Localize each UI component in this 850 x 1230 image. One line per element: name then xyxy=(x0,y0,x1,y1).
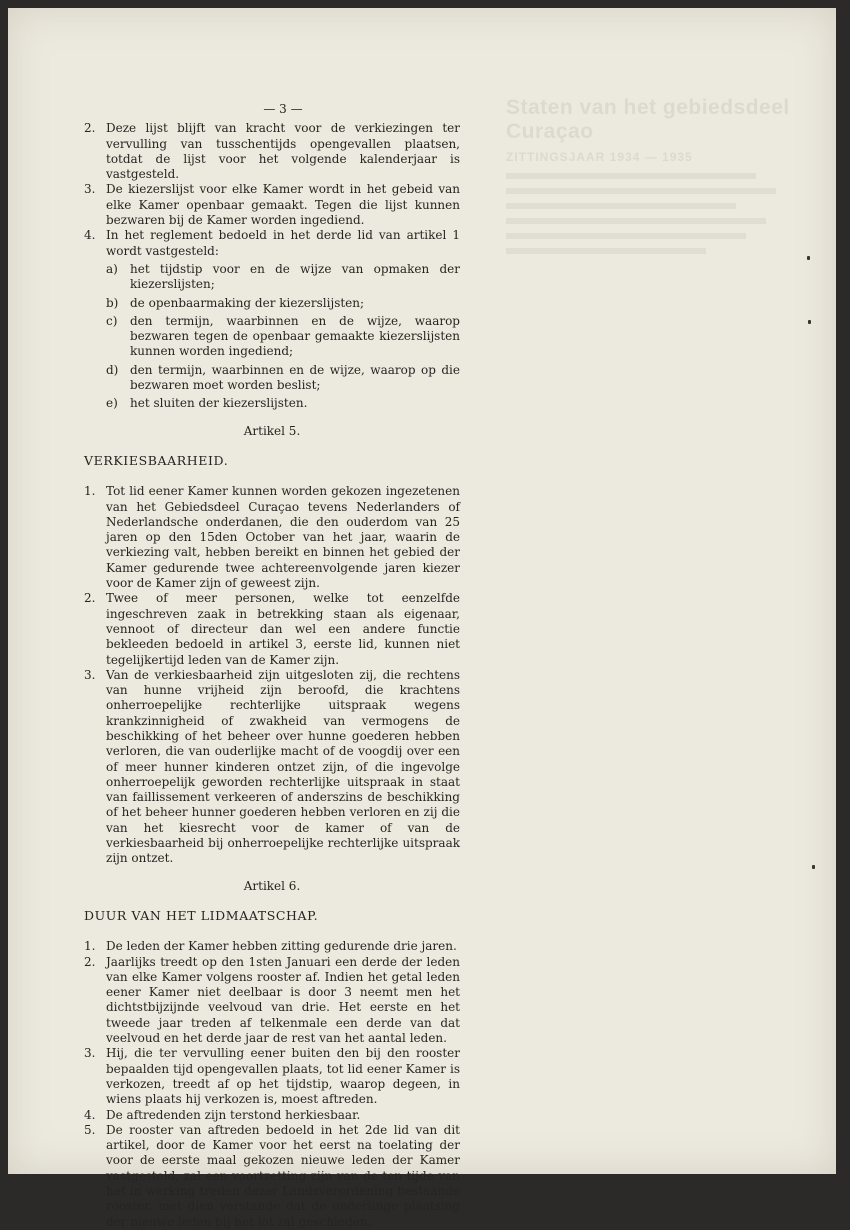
document-body xyxy=(84,102,460,1230)
sub-item-mark: e) xyxy=(106,396,118,411)
item-number: 2. xyxy=(84,121,96,136)
item-number: 2. xyxy=(84,591,96,606)
bleed-through-title: Staten van het gebiedsdeel Curaçao xyxy=(506,96,790,143)
sub-item-text: het tijdstip voor en de wijze van opmaken der kiezerslijsten; xyxy=(130,261,460,292)
list-item xyxy=(84,228,460,259)
item-text: In het reglement bedoeld in het derde lid van artikel 1 wordt vastgesteld: xyxy=(106,228,460,258)
sub-item xyxy=(84,296,460,311)
list-item xyxy=(84,1046,460,1107)
paper-speck xyxy=(812,865,815,869)
artikel-5-heading: VERKIESBAARHEID. xyxy=(84,452,229,468)
artikel-5-label: Artikel 5. xyxy=(243,423,301,438)
list-item xyxy=(84,591,460,667)
sub-item xyxy=(84,262,460,293)
bleed-through-subtitle: ZITTINGSJAAR 1934 — 1935 xyxy=(506,150,693,164)
sub-item xyxy=(84,314,460,360)
list-item xyxy=(84,182,460,228)
item-text: De rooster van aftreden bedoeld in het 2de lid van dit artikel, door de Kamer voor het eerst na toelating der voor de eerste maal gekozen nieuwe leden der Kamer vastgesteld, zal een voortzetting zijn van de ten tijde van het in werking treden dezer Landsverordening bestaande rooster, met dien verstande dat de onderlinge plaatsing der nieuwe leden bij het lot zal geschieden. xyxy=(106,1122,460,1229)
item-text: Jaarlijks treedt op den 1sten Januari een derde der leden van elke Kamer volgens rooster af. Indien het getal leden eener Kamer niet deelbaar is door 3 neemt men het dichtstbijzijnde veelvoud van drie. Het eerste en het tweede jaar treden af telkenmale een derde van dat veelvoud en het derde jaar de rest van het aantal leden. xyxy=(106,954,460,1046)
item-text: De aftredenden zijn terstond herkiesbaar. xyxy=(106,1107,361,1122)
list-item xyxy=(84,955,460,1047)
page-number: — 3 — xyxy=(263,102,303,116)
section-verkiesbaarheid xyxy=(84,484,460,866)
document-page xyxy=(8,8,836,1229)
sub-item-mark: b) xyxy=(106,295,119,310)
list-item xyxy=(84,668,460,867)
item-number: 5. xyxy=(84,1122,96,1137)
paper-speck xyxy=(807,256,810,260)
item-text: Deze lijst blijft van kracht voor de verkiezingen ter vervulling van tusschentijds opengevallen plaatsen, totdat de lijst voor het volgende kalenderjaar is vastgesteld. xyxy=(106,121,460,182)
item-text: De leden der Kamer hebben zitting gedurende drie jaren. xyxy=(106,939,457,954)
item-text: Van de verkiesbaarheid zijn uitgesloten zij, die rechtens van hunne vrijheid zijn beroofd, die krachtens onherroepelijke rechterlijke uitspraak wegens krankzinnigheid of zwakheid van vermogens de beschikking of het beheer over hunne goederen hebben verloren, die van ouderlijke macht of de voogdij over een of meer hunner kinderen ontzet zijn, of die ingevolge onherroepelijk geworden rechterlijke uitspraak in staat van faillissement verkeeren of anderszins de beschikking of het beheer hunner goederen hebben verloren en zij die van het kiesrecht voor de kamer of van de verkiesbaarheid bij onherroepelijke rechterlijke uitspraak zijn ontzet. xyxy=(106,667,460,866)
section-kiezerslijst xyxy=(84,121,460,411)
item-number: 1. xyxy=(84,484,96,499)
item-number: 3. xyxy=(84,182,96,197)
bleed-through-text xyxy=(506,96,806,254)
item-number: 2. xyxy=(84,954,96,969)
item-number: 1. xyxy=(84,939,96,954)
sub-item-mark: c) xyxy=(106,313,118,328)
item-number: 4. xyxy=(84,1107,96,1122)
sub-item-mark: d) xyxy=(106,362,119,377)
sub-item-mark: a) xyxy=(106,261,118,276)
list-item xyxy=(84,1108,460,1123)
sub-item xyxy=(84,396,460,411)
item-number: 3. xyxy=(84,667,96,682)
artikel-6-label: Artikel 6. xyxy=(243,878,301,893)
list-item xyxy=(84,121,460,182)
sub-item-text: het sluiten der kiezerslijsten. xyxy=(130,396,308,411)
list-item xyxy=(84,1123,460,1230)
sub-item-text: de openbaarmaking der kiezerslijsten; xyxy=(130,295,365,310)
sub-item xyxy=(84,363,460,394)
item-text: De kiezerslijst voor elke Kamer wordt in het gebeid van elke Kamer openbaar gemaakt. Tegen die lijst kunnen bezwaren bij de Kamer worden ingediend. xyxy=(106,182,460,228)
artikel-6-heading: DUUR VAN HET LIDMAATSCHAP. xyxy=(84,907,319,923)
sub-item-text: den termijn, waarbinnen en de wijze, waarop op die bezwaren moet worden beslist; xyxy=(130,362,460,393)
item-text: Twee of meer personen, welke tot eenzelfde ingeschreven zaak in betrekking staan als eigenaar, vennoot of directeur dan wel een andere functie bekleeden bedoeld in artikel 3, eerste lid, kunnen niet tegelijkertijd leden van de Kamer zijn. xyxy=(106,591,460,667)
list-item xyxy=(84,939,460,954)
paper-speck xyxy=(808,320,811,324)
item-number: 3. xyxy=(84,1046,96,1061)
item-number: 4. xyxy=(84,228,96,243)
sub-item-text: den termijn, waarbinnen en de wijze, waarop bezwaren tegen de openbaar gemaakte kiezerslijsten kunnen worden ingediend; xyxy=(130,313,460,359)
section-duur-lidmaatschap xyxy=(84,939,460,1230)
item-text: Hij, die ter vervulling eener buiten den bij den rooster bepaalden tijd opengevallen plaats, tot lid eener Kamer is verkozen, treedt af op het tijdstip, waarop degeen, in wiens plaats hij verkozen is, moest aftreden. xyxy=(106,1046,460,1107)
list-item xyxy=(84,484,460,591)
item-text: Tot lid eener Kamer kunnen worden gekozen ingezetenen van het Gebiedsdeel Curaçao tevens Nederlanders of Nederlandsche onderdanen, die den ouderdom van 25 jaren op den 15den October van het jaar, waarin de verkiezing valt, hebben bereikt en binnen het gebied der Kamer gedurende twee achtereenvolgende jaren kiezer voor de Kamer zijn of geweest zijn. xyxy=(106,484,460,591)
